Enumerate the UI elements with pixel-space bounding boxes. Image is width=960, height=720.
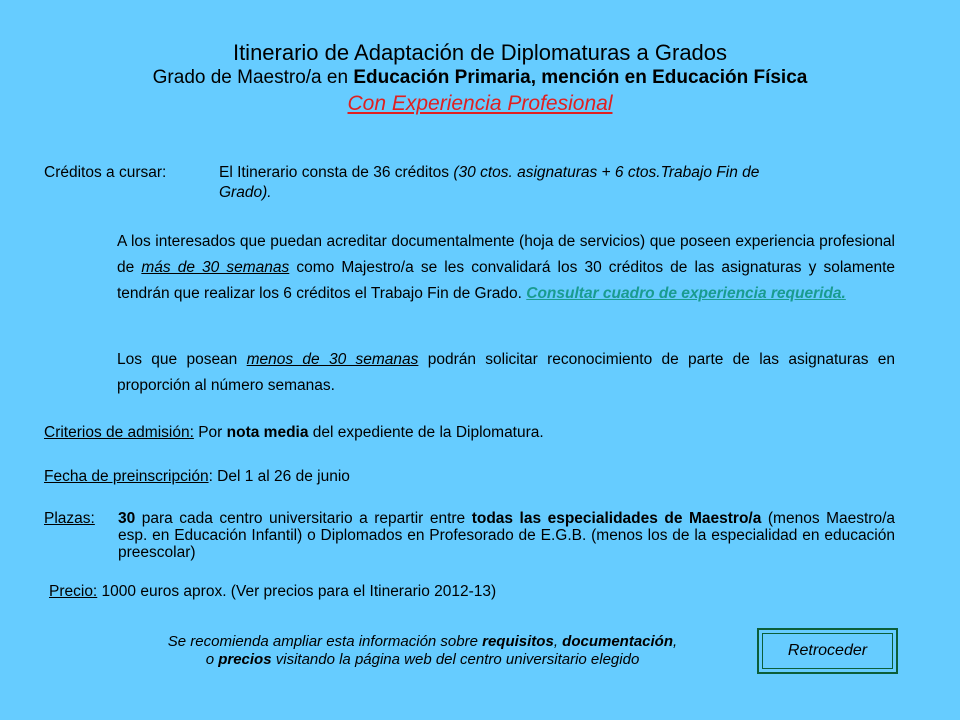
exp-text-2: como Majestro/a se les convalidará los 30 créditos de las asignaturas y solamente tendrán que realizar los 6 créditos el Trabajo Fin de Grado. — [117, 259, 895, 302]
plazas-bold: todas las especialidades de Maestro/a — [471, 510, 762, 527]
plazas-text-2: (menos Maestro/a esp. en Educación Infantil) o Diplomados en Profesorado de E.G.B. (menos los de la especialidad en educación preescolar) — [118, 510, 896, 561]
page-title: Itinerario de Adaptación de Diplomaturas a Grados — [232, 40, 728, 65]
precio-text: 1000 euros aprox. (Ver precios para el Itinerario 2012-13) — [97, 583, 497, 600]
experience-table-link[interactable]: Consultar cuadro de experiencia requerida. — [526, 285, 846, 302]
title-block — [0, 40, 960, 118]
back-button-label: Retroceder — [762, 633, 893, 669]
footer-text-1: Se recomienda ampliar esta información sobre — [167, 633, 483, 650]
footer-text-4: o — [205, 651, 219, 668]
less-experience-paragraph — [117, 347, 895, 399]
footer-text-5: visitando la página web del centro universitario elegido — [271, 651, 640, 668]
footer-bold-3: precios — [218, 651, 272, 668]
creditos-italic-2: Grado). — [219, 184, 272, 201]
less-emphasis: menos de 30 semanas — [246, 351, 419, 368]
footer-bold-2: documentación — [562, 633, 674, 650]
criterios-bold: nota media — [226, 424, 309, 441]
criterios-label: Criterios de admisión: — [44, 424, 194, 441]
footer-text-3: , — [673, 633, 678, 650]
footer-line-1 — [95, 633, 750, 651]
creditos-plain: El Itinerario consta de 36 créditos — [219, 164, 454, 181]
exp-text-1: A los interesados que puedan acreditar documentalmente (hoja de servicios) que poseen experiencia profesional de — [117, 233, 895, 276]
subtitle-prefix: Grado de Maestro/a en — [152, 67, 354, 88]
footer-bold-1: requisitos — [482, 633, 554, 650]
experience-paragraph — [117, 229, 895, 307]
precio-label: Precio: — [49, 583, 98, 600]
creditos-text — [219, 163, 899, 183]
subtitle-degree: Educación Primaria, mención en Educación Física — [353, 67, 808, 88]
creditos-label: Créditos a cursar: — [44, 164, 167, 181]
plazas-label-text: Plazas: — [44, 510, 95, 527]
plazas-text-1: para cada centro universitario a repartir entre — [135, 510, 472, 527]
experience-heading: Con Experiencia Profesional — [347, 92, 613, 115]
fecha-label: Fecha de preinscripción — [44, 468, 209, 485]
page-subtitle — [0, 66, 960, 90]
footer-line-2 — [95, 651, 750, 669]
fecha-text: : Del 1 al 26 de junio — [208, 468, 350, 485]
less-text-2: podrán solicitar reconocimiento de parte de las asignaturas en proporción al número semanas. — [117, 351, 896, 394]
plazas-number: 30 — [118, 510, 136, 527]
exp-emphasis: más de 30 semanas — [141, 259, 290, 276]
fecha-row — [44, 467, 350, 487]
criterios-text-1: Por — [193, 424, 227, 441]
plazas-text — [118, 510, 895, 561]
footer-note — [95, 633, 750, 669]
less-text-1: Los que posean — [117, 351, 247, 368]
creditos-italic: (30 ctos. asignaturas + 6 ctos.Trabajo Fin de — [453, 164, 760, 181]
back-button[interactable] — [757, 628, 898, 674]
footer-text-2: , — [553, 633, 563, 650]
criterios-text-2: del expediente de la Diplomatura. — [308, 424, 544, 441]
criterios-row — [44, 423, 544, 443]
plazas-label — [44, 510, 95, 527]
precio-row — [49, 582, 496, 602]
